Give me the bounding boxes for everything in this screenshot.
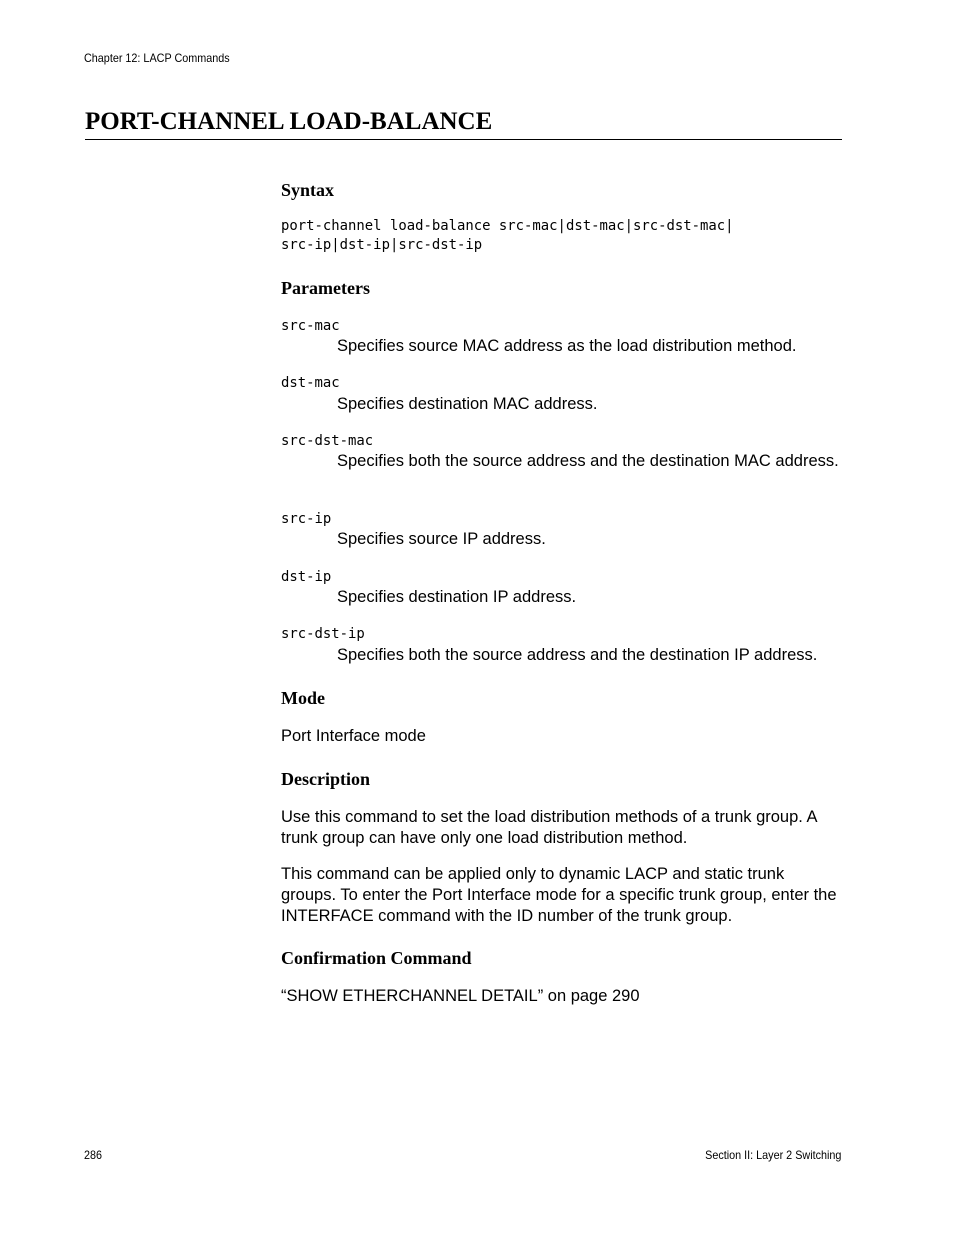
param-desc-dst-mac: Specifies destination MAC address. (337, 395, 598, 413)
param-name-dst-ip: dst-ip (281, 569, 332, 585)
param-desc-src-dst-mac: Specifies both the source address and the destination MAC address. (337, 452, 839, 470)
mode-text: Port Interface mode (281, 727, 426, 745)
param-name-src-mac: src-mac (281, 318, 340, 334)
description-heading: Description (281, 769, 370, 789)
param-desc-dst-ip: Specifies destination IP address. (337, 588, 577, 606)
param-name-dst-mac: dst-mac (281, 375, 340, 391)
confirmation-link[interactable]: “SHOW ETHERCHANNEL DETAIL” on page 290 (281, 987, 640, 1005)
syntax-line-2: src-ip|dst-ip|src-dst-ip (281, 237, 483, 253)
title-rule (85, 139, 842, 140)
running-header: Chapter 12: LACP Commands (84, 51, 230, 65)
parameters-heading: Parameters (281, 278, 370, 298)
description-paragraph-1: Use this command to set the load distribution methods of a trunk group. A trunk group can have only one load distribution method. (281, 808, 817, 847)
syntax-line-1: port-channel load-balance src-mac|dst-mac|src-dst-mac| (281, 218, 734, 234)
page-number: 286 (84, 1148, 103, 1162)
param-name-src-dst-mac: src-dst-mac (281, 433, 374, 449)
footer-section: Section II: Layer 2 Switching (704, 1148, 841, 1162)
confirmation-heading: Confirmation Command (281, 948, 472, 968)
page-title: PORT-CHANNEL LOAD-BALANCE (85, 108, 493, 135)
param-name-src-ip: src-ip (281, 511, 332, 527)
param-name-src-dst-ip: src-dst-ip (281, 626, 365, 642)
param-desc-src-dst-ip: Specifies both the source address and the destination IP address. (337, 646, 818, 664)
param-desc-src-mac: Specifies source MAC address as the load distribution method. (337, 337, 797, 355)
param-desc-src-ip: Specifies source IP address. (337, 530, 546, 548)
syntax-heading: Syntax (281, 180, 335, 200)
description-paragraph-2: This command can be applied only to dynamic LACP and static trunk groups. To enter the Port Interface mode for a specific trunk group, enter the INTERFACE command with the ID number of the trunk group. (281, 865, 837, 925)
mode-heading: Mode (281, 688, 325, 708)
